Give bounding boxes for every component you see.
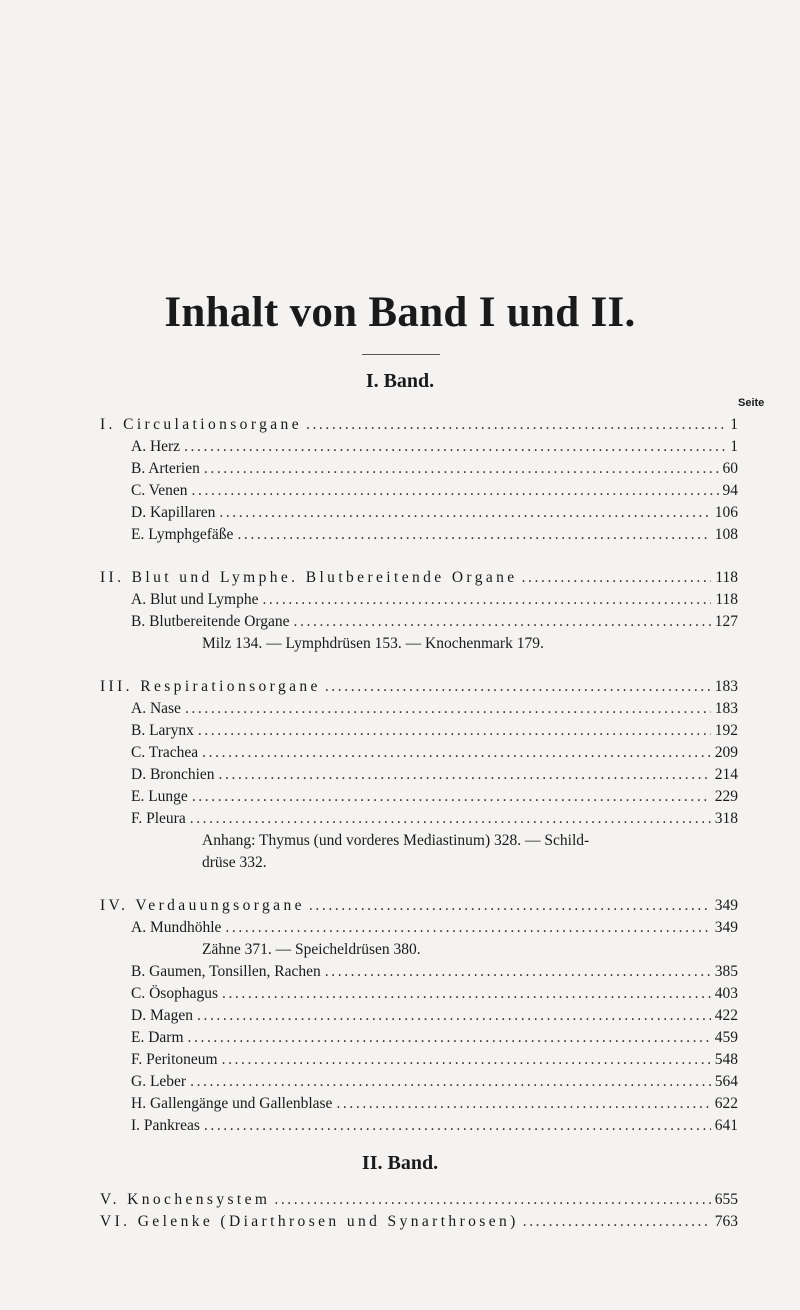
- toc-page-number: 106: [714, 504, 738, 521]
- toc-page-number: 214: [714, 766, 738, 783]
- toc-section-label: III. Respirationsorgane: [100, 678, 321, 695]
- toc-entry[interactable]: [131, 502, 738, 524]
- toc-subnote: Zähne 371. — Speicheldrüsen 380.: [202, 941, 421, 958]
- toc-section-digestion[interactable]: [100, 895, 738, 917]
- toc-page-number: 192: [714, 722, 738, 739]
- leader-dots: [325, 961, 711, 983]
- toc-entry[interactable]: [131, 1115, 738, 1137]
- toc-page-number: 548: [714, 1051, 738, 1068]
- page-column-label: Seite: [738, 397, 765, 409]
- band-1-heading: I. Band.: [365, 370, 435, 392]
- leader-dots: [190, 1071, 711, 1093]
- toc-section-respiration[interactable]: [100, 676, 738, 698]
- leader-dots: [222, 1049, 711, 1071]
- toc-entry[interactable]: [131, 1093, 738, 1115]
- toc-entry-label: A. Herz: [131, 438, 181, 455]
- leader-dots: [222, 983, 711, 1005]
- toc-entry[interactable]: [131, 1027, 738, 1049]
- toc-entry-label: D. Kapillaren: [131, 504, 216, 521]
- toc-entry[interactable]: [131, 480, 738, 502]
- leader-dots: [198, 720, 711, 742]
- toc-page-number: 641: [714, 1117, 738, 1134]
- toc-entry[interactable]: [131, 1071, 738, 1093]
- toc-entry-label: G. Leber: [131, 1073, 187, 1090]
- leader-dots: [237, 524, 710, 546]
- toc-page-number: 118: [715, 569, 738, 586]
- leader-dots: [325, 676, 711, 698]
- leader-dots: [225, 917, 710, 939]
- toc-page-number: 60: [722, 460, 738, 477]
- leader-dots: [202, 742, 711, 764]
- toc-page-number: 385: [714, 963, 738, 980]
- toc-entry-label: E. Lymphgefäße: [131, 526, 234, 543]
- toc-entry-label: E. Darm: [131, 1029, 184, 1046]
- toc-entry-label: D. Magen: [131, 1007, 193, 1024]
- toc-entry-label: D. Bronchien: [131, 766, 215, 783]
- toc-entry[interactable]: [131, 983, 738, 1005]
- toc-subnote: Milz 134. — Lymphdrüsen 153. — Knochenmark 179.: [202, 635, 544, 652]
- toc-section-skeleton[interactable]: [100, 1189, 738, 1211]
- toc-section-label: VI. Gelenke (Diarthrosen und Synarthrosen): [100, 1213, 519, 1230]
- toc-entry-label: B. Gaumen, Tonsillen, Rachen: [131, 963, 321, 980]
- toc-entry-label: C. Venen: [131, 482, 188, 499]
- toc-page-number: 459: [714, 1029, 738, 1046]
- toc-entry-label: A. Nase: [131, 700, 181, 717]
- leader-dots: [523, 1211, 711, 1233]
- toc-entry[interactable]: [131, 458, 738, 480]
- toc-entry[interactable]: [131, 961, 738, 983]
- toc-entry-label: B. Blutbereitende Organe: [131, 613, 290, 630]
- toc-page-number: 118: [715, 591, 738, 608]
- toc-page-number: 1: [730, 416, 738, 433]
- leader-dots: [306, 414, 726, 436]
- toc-page-number: 1: [730, 438, 738, 455]
- toc-page-number: 183: [714, 678, 738, 695]
- toc-entry-label: E. Lunge: [131, 788, 188, 805]
- leader-dots: [522, 567, 712, 589]
- toc-entry[interactable]: [131, 524, 738, 546]
- toc-entry-label: B. Larynx: [131, 722, 194, 739]
- toc-page-number: 403: [714, 985, 738, 1002]
- toc-entry[interactable]: [131, 742, 738, 764]
- toc-page-number: 108: [714, 526, 738, 543]
- leader-dots: [185, 698, 711, 720]
- toc-entry-label: C. Trachea: [131, 744, 199, 761]
- toc-section-joints[interactable]: [100, 1211, 738, 1233]
- leader-dots: [309, 895, 711, 917]
- toc-page-number: 229: [714, 788, 738, 805]
- page-title: Inhalt von Band I und II.: [164, 289, 636, 336]
- toc-entry[interactable]: [131, 786, 738, 808]
- toc-entry[interactable]: [131, 611, 738, 633]
- toc-section-blood[interactable]: [100, 567, 738, 589]
- leader-dots: [184, 436, 726, 458]
- toc-section-label: V. Knochensystem: [100, 1191, 271, 1208]
- toc-section-label: II. Blut und Lymphe. Blutbereitende Organe: [100, 569, 518, 586]
- toc-entry-label: I. Pankreas: [131, 1117, 200, 1134]
- toc-page-number: 209: [714, 744, 738, 761]
- toc-section-label: IV. Verdauungsorgane: [100, 897, 305, 914]
- toc-entry-label: C. Ösophagus: [131, 985, 218, 1002]
- toc-entry-label: A. Blut und Lymphe: [131, 591, 259, 608]
- toc-section-label: I. Circulationsorgane: [100, 416, 302, 433]
- toc-entry[interactable]: [131, 1005, 738, 1027]
- toc-page-number: 318: [714, 810, 738, 827]
- leader-dots: [219, 502, 710, 524]
- toc-entry-label: B. Arterien: [131, 460, 200, 477]
- leader-dots: [219, 764, 711, 786]
- leader-dots: [188, 1027, 711, 1049]
- toc-entry[interactable]: [131, 720, 738, 742]
- leader-dots: [197, 1005, 711, 1027]
- toc-appendix-note-continued: drüse 332.: [202, 854, 267, 871]
- toc-entry-label: A. Mundhöhle: [131, 919, 222, 936]
- leader-dots: [294, 611, 711, 633]
- leader-dots: [336, 1093, 710, 1115]
- toc-entry[interactable]: [131, 698, 738, 720]
- leader-dots: [192, 786, 711, 808]
- toc-entry[interactable]: [131, 1049, 738, 1071]
- band-2-heading: II. Band.: [361, 1152, 439, 1174]
- leader-dots: [190, 808, 711, 830]
- toc-entry[interactable]: [131, 764, 738, 786]
- toc-entry[interactable]: [131, 808, 738, 830]
- toc-page-number: 127: [714, 613, 738, 630]
- toc-entry[interactable]: [131, 917, 738, 939]
- toc-entry[interactable]: [131, 589, 738, 611]
- toc-page-number: 655: [714, 1191, 738, 1208]
- toc-page-number: 422: [714, 1007, 738, 1024]
- toc-page-number: 622: [714, 1095, 738, 1112]
- toc-page-number: 349: [714, 919, 738, 936]
- leader-dots: [204, 458, 719, 480]
- leader-dots: [274, 1189, 710, 1211]
- toc-page-number: 94: [722, 482, 738, 499]
- leader-dots: [262, 589, 711, 611]
- toc-page-number: 763: [714, 1213, 738, 1230]
- leader-dots: [204, 1115, 711, 1137]
- leader-dots: [192, 480, 719, 502]
- toc-appendix-note: Anhang: Thymus (und vorderes Mediastinum) 328. — Schild-: [202, 832, 590, 849]
- toc-entry[interactable]: [131, 436, 738, 458]
- toc-section-circulation[interactable]: [100, 414, 738, 436]
- toc-page-number: 183: [714, 700, 738, 717]
- toc-entry-label: F. Pleura: [131, 810, 186, 827]
- title-divider: [362, 354, 440, 355]
- toc-page-number: 349: [714, 897, 738, 914]
- toc-entry-label: F. Peritoneum: [131, 1051, 218, 1068]
- toc-entry-label: H. Gallengänge und Gallenblase: [131, 1095, 333, 1112]
- toc-page-number: 564: [714, 1073, 738, 1090]
